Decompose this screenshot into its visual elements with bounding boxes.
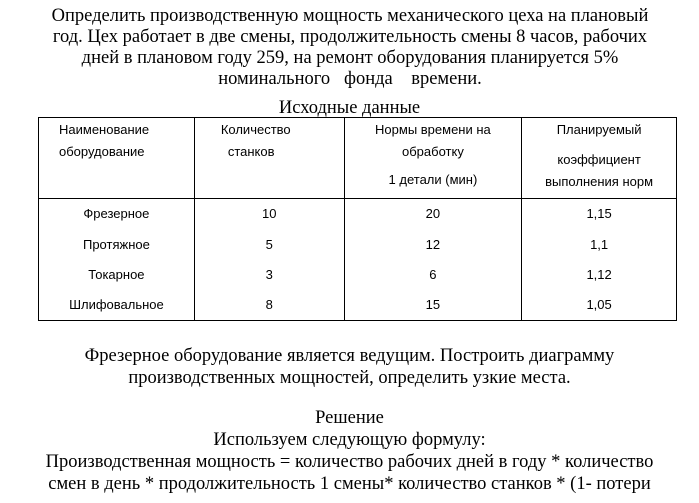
header-coefficient xyxy=(522,118,677,199)
table-row xyxy=(39,199,677,230)
cell-norm: 15 xyxy=(344,290,522,321)
cell-norm: 6 xyxy=(344,260,522,290)
header-text: обработку xyxy=(402,144,464,159)
cell-equipment: Шлифовальное xyxy=(39,290,195,321)
header-text: выполнения норм xyxy=(545,174,654,189)
task-text xyxy=(0,345,699,389)
table-row xyxy=(39,290,677,321)
cell-count: 10 xyxy=(194,199,344,230)
problem-line: номинального фонда времени. xyxy=(218,69,482,89)
solution-intro: Используем следующую формулу: xyxy=(213,430,486,450)
header-text: оборудование xyxy=(59,144,145,159)
problem-line: Определить производственную мощность механического цеха на плановый xyxy=(51,6,649,26)
table-header-row xyxy=(39,118,677,199)
header-text: 1 детали (мин) xyxy=(388,172,478,187)
header-text: Планируемый xyxy=(556,122,642,137)
header-text: станков xyxy=(227,144,275,159)
cell-equipment: Фрезерное xyxy=(39,199,195,230)
header-text: Наименование xyxy=(59,122,150,137)
cell-coef: 1,1 xyxy=(522,230,677,260)
table-row xyxy=(39,230,677,260)
problem-statement xyxy=(30,6,670,90)
header-text: Количество xyxy=(220,122,291,137)
cell-coef: 1,15 xyxy=(522,199,677,230)
formula-line: смен в день * продолжительность 1 смены* количество станков * (1- потери xyxy=(48,474,651,494)
task-line: производственных мощностей, определить узкие места. xyxy=(128,368,571,388)
task-line: Фрезерное оборудование является ведущим. Построить диаграмму xyxy=(84,346,615,366)
problem-line: год. Цех работает в две смены, продолжительность смены 8 часов, рабочих xyxy=(52,27,648,47)
formula-line: Производственная мощность = количество рабочих дней в году * количество xyxy=(45,452,654,472)
cell-norm: 12 xyxy=(344,230,522,260)
cell-equipment: Протяжное xyxy=(39,230,195,260)
header-text: Нормы времени на xyxy=(375,122,491,137)
source-data-table xyxy=(38,117,677,321)
header-machines xyxy=(194,118,344,199)
cell-count: 8 xyxy=(194,290,344,321)
cell-count: 5 xyxy=(194,230,344,260)
table-caption: Исходные данные xyxy=(278,98,421,118)
cell-coef: 1,05 xyxy=(522,290,677,321)
header-text: коэффициент xyxy=(557,152,641,167)
cell-coef: 1,12 xyxy=(522,260,677,290)
problem-line: дней в плановом году 259, на ремонт оборудования планируется 5% xyxy=(81,48,619,68)
cell-equipment: Токарное xyxy=(39,260,195,290)
header-equipment xyxy=(39,118,195,199)
header-time-norm xyxy=(344,118,522,199)
solution-title: Решение xyxy=(315,408,384,428)
cell-norm: 20 xyxy=(344,199,522,230)
table-row xyxy=(39,260,677,290)
cell-count: 3 xyxy=(194,260,344,290)
